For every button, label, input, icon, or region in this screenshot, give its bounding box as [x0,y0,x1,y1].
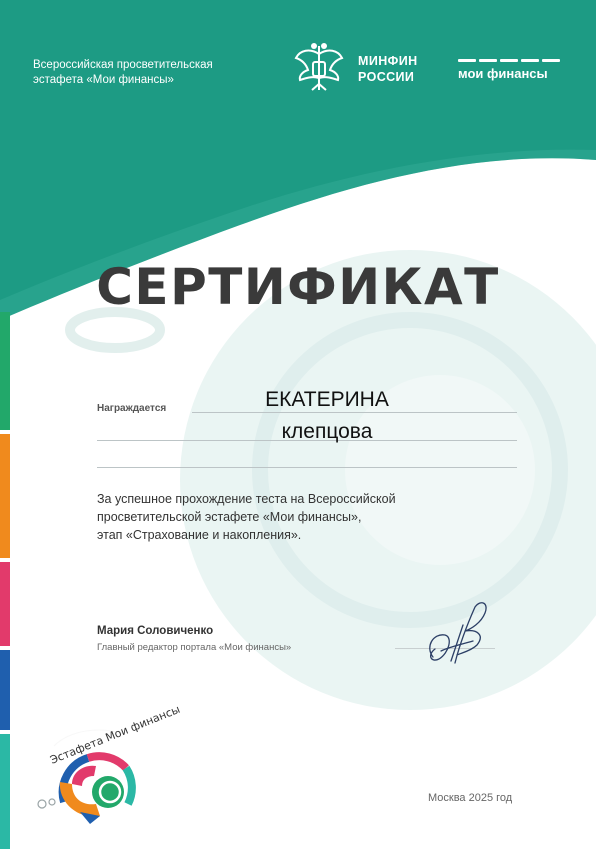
certificate-text-line3: этап «Страхование и накопления». [97,528,302,542]
color-tab-orange [0,434,10,558]
certificate-text-line1: За успешное прохождение теста на Всероссийской [97,492,396,506]
recipient-first-name: ЕКАТЕРИНА [265,388,389,411]
event-title-line2: эстафета «Мои финансы» [33,74,174,86]
event-title [33,58,263,88]
relay-logo-text: Эстафета Мои финансы [48,702,182,767]
handwritten-signature-icon [415,595,505,675]
color-tab-green [0,312,10,430]
awarded-label: Награждается [97,403,167,414]
signer-role: Главный редактор портала «Мои финансы» [97,642,292,653]
ministry-name [358,53,418,85]
certificate-text [97,490,497,544]
recipient-last-name: клепцова [281,420,373,443]
certificate-text-line2: просветительской эстафете «Мои финансы», [97,510,362,524]
brand-dashes [458,59,560,62]
brand-logo-text: мои финансы [458,66,548,81]
certificate-title: СЕРТИФИКАТ [96,258,500,316]
color-tab-teal [0,734,10,849]
recipient-line-1 [192,412,517,413]
ministry-line1: МИНФИН [358,54,418,68]
color-tab-blue [0,650,10,730]
recipient-line-3 [97,467,517,468]
signer-name: Мария Соловиченко [97,625,214,637]
event-title-line1: Всероссийская просветительская [33,59,213,71]
city-year: Москва 2025 год [428,792,513,804]
ministry-line2: РОССИИ [358,70,415,84]
color-tab-pink [0,562,10,646]
coat-of-arms-icon [292,40,346,96]
relay-logo-icon [30,702,182,832]
